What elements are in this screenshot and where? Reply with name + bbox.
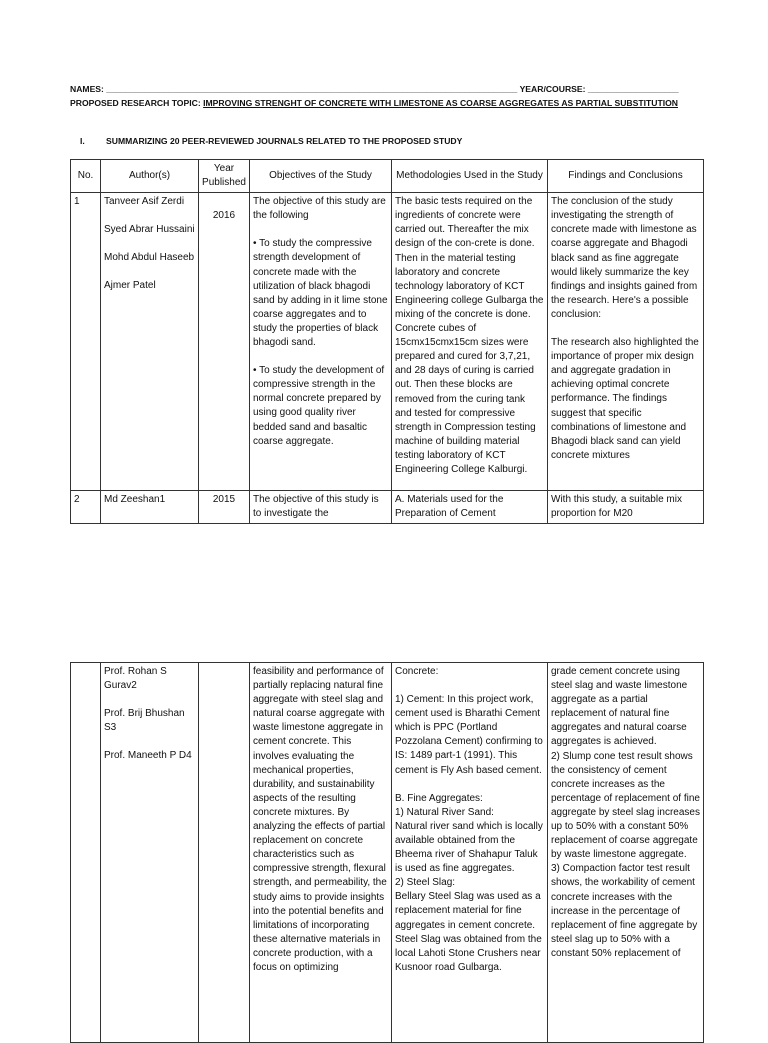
row-year: 2015 xyxy=(199,491,250,524)
author-name: Prof. Rohan S Gurav2 xyxy=(104,666,167,692)
row-authors xyxy=(101,663,199,1043)
section-number: I. xyxy=(80,136,85,146)
row-year xyxy=(199,193,250,491)
header-authors: Author(s) xyxy=(101,160,199,193)
table-row xyxy=(71,491,704,524)
topic-value: IMPROVING STRENGHT OF CONCRETE WITH LIMESTONE AS COARSE AGGREGATES AS PARTIAL SUBSTITUTION xyxy=(203,98,678,108)
author-name: Prof. Maneeth P D4 xyxy=(104,750,192,762)
header-year: Year Published xyxy=(199,160,250,193)
table-row xyxy=(71,193,704,491)
names-label: NAMES: xyxy=(70,84,104,94)
objective-paragraph: • To study the development of compressive strength in the normal concrete prepared by using good quality river bedded sand and basaltic coarse aggregate. xyxy=(253,365,385,447)
section-title: SUMMARIZING 20 PEER-REVIEWED JOURNALS RELATED TO THE PROPOSED STUDY xyxy=(106,136,463,146)
row-findings: grade cement concrete using steel slag and waste limestone aggregate as a partial replacement of natural fine aggregates and natural coarse aggregates is achieved. 2) Slump cone test result shows the consistency of cement concrete increases as the percentage of replacement of fine aggregate by steel slag increases up to 50% with a constant 50% replacement of coarse aggregate by waste limestone aggregate. 3) Compaction factor test result shows, the workability of cement concrete increases with the increase in the percentage of replacement of fine aggregate by steel slag up to 50% with a constant 50% replacement of xyxy=(548,663,704,1043)
header-no: No. xyxy=(71,160,101,193)
finding-paragraph: The research also highlighted the importance of proper mix design and aggregate gradation in achieving optimal concrete performance. The findings suggest that specific combinations of limestone and Bhagodi black sand can yield concrete mixtures xyxy=(551,337,699,461)
methodology-paragraph: B. Fine Aggregates: 1) Natural River Sand: Natural river sand which is locally available obtained from the Bheema river of Shahapur Taluk is used as fine aggregates. 2) Steel Slag: Bellary Steel Slag was used as a replacement material for fine aggregates in cement concrete. Steel Slag was obtained from the local Lahoti Stone Crushers near Kusnoor road Gulbarga. xyxy=(395,792,543,973)
header-methodologies: Methodologies Used in the Study xyxy=(392,160,548,193)
author-name: Prof. Brij Bhushan S3 xyxy=(104,708,185,734)
row-authors: Md Zeeshan1 xyxy=(101,491,199,524)
row-authors xyxy=(101,193,199,491)
topic-line xyxy=(70,98,678,108)
names-blank: ______________________________________________________________________________________ xyxy=(106,84,518,94)
year-course-blank: ___________________ xyxy=(587,84,679,94)
row-objectives xyxy=(250,193,392,491)
row-findings: With this study, a suitable mix proportion for M20 xyxy=(548,491,704,524)
section-heading xyxy=(80,136,462,146)
author-name: Syed Abrar Hussaini xyxy=(104,224,195,236)
year-value: 2016 xyxy=(212,210,236,222)
row-objectives: feasibility and performance of partially replacing natural fine aggregate with steel slag and natural coarse aggregate with waste limestone aggregate in cement concrete. This involves evaluating the mechanical properties, durability, and sustainability aspects of the resulting concrete mixtures. By analyzing the effects of partial replacement on concrete characteristics such as compressive strength, flexural strength, and permeability, the study aims to provide insights into the potential benefits and limitations of incorporating these alternative materials in concrete production, with a focus on optimizing xyxy=(250,663,392,1043)
row-methodologies xyxy=(392,663,548,1043)
header-findings: Findings and Conclusions xyxy=(548,160,704,193)
row-no: 1 xyxy=(71,193,101,491)
row-no xyxy=(71,663,101,1043)
row-methodologies: A. Materials used for the Preparation of Cement xyxy=(392,491,548,524)
header-objectives: Objectives of the Study xyxy=(250,160,392,193)
journal-table xyxy=(70,159,704,524)
row-no: 2 xyxy=(71,491,101,524)
row-methodologies: The basic tests required on the ingredients of concrete were carried out. Thereafter the mix design of the con-crete is done. Then in the material testing laboratory and concrete technology laboratory of KCT Engineering college Gulbarga the mixing of the concrete is done. Concrete cubes of 15cmx15cmx15cm sizes were prepared and cured for 3,7,21, and 28 days of curing is carried out. Then these blocks are removed from the curing tank and tested for compressive strength in Compression testing machine of building material testing laboratory of KCT Engineering College Kalburgi. xyxy=(392,193,548,491)
table-header-row xyxy=(71,160,704,193)
objective-paragraph: The objective of this study are the following xyxy=(253,196,386,222)
methodology-paragraph: Concrete: xyxy=(395,666,439,677)
finding-paragraph: The conclusion of the study investigating the strength of concrete made with limestone as coarse aggregate and Bhagodi black sand as fine aggregate would likely summarize the key findings and insights gained from the research. Here's a possible conclusion: xyxy=(551,196,698,320)
methodology-paragraph: 1) Cement: In this project work, cement used is Bharathi Cement which is PPC (Portland Pozzolana Cement) confirming to IS: 1489 part-1 (1991). This cement is Fly Ash based cement. xyxy=(395,694,543,776)
row-findings xyxy=(548,193,704,491)
author-name: Tanveer Asif Zerdi xyxy=(104,196,185,208)
topic-label: PROPOSED RESEARCH TOPIC: xyxy=(70,98,201,108)
year-course-label: YEAR/COURSE: xyxy=(519,84,586,94)
author-name: Mohd Abdul Haseeb xyxy=(104,252,195,264)
table-row xyxy=(71,663,704,1043)
row-objectives: The objective of this study is to investigate the xyxy=(250,491,392,524)
journal-table-continued xyxy=(70,662,704,1043)
row-year xyxy=(199,663,250,1043)
author-name: Ajmer Patel xyxy=(104,280,156,292)
names-line xyxy=(70,84,679,94)
objective-paragraph: • To study the compressive strength development of concrete made with the utilization of black bhagodi sand by adding in it lime stone coarse aggregates and to study the properties of black bhagodi sand. xyxy=(253,238,388,349)
